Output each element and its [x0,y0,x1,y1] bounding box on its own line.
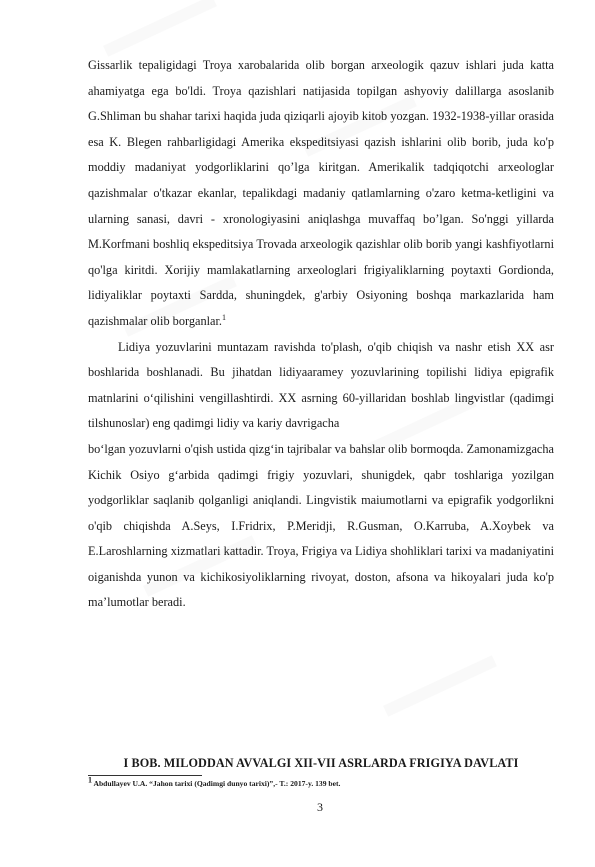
page-number: 3 [317,800,323,814]
footnote-reference: 1 [221,312,226,322]
paragraph-phrygian-inscriptions: bo‘lgan yozuvlarni o'qish ustida qizg‘in tajribalar va bahslar olib bormoqda. Zamonamizgacha Kichik Osiyo g‘arbida qadimgi frigiy yozuvlari, shunigdek, qabr toshlariga yozilgan yodgorliklar saqlanib qolganligi aniqlandi. Lingvistik maiumotlarni va epigrafik yodgorlikni o'qib chiqishda A.Seys, I.Fridrix, P.Meridji, R.Gusman, O.Karruba, A.Xoybek va E.Laroshlarning xizmatlari kattadir. Troya, Frigiya va Lidiya shohliklari tarixi va madaniyatini oiganishda yunon va kichikosiyoliklarning rivoyat, doston, afsona va hikoyalari juda ko'p ma’lumotlar beradi. [88,441,554,610]
footnote-text: Abdullayev U.A. “Jahon tarixi (Qadimgi dunyo tarixi)”,- T.: 2017-y. 139 bet. [92,779,341,788]
paragraph-1-text: Gissarlik tepaligidagi Troya xarobalarida olib borgan arxeologik qazuv ishlari juda katta ahamiyatga ega bo'ldi. Troya qazishlari natijasida topilgan ashyoviy dalillarga asoslanib G.Shliman bu shahar tarixi haqida juda qiziqarli ajoyib kitob yozgan. 1932-1938-yillar orasida esa K. Blegen rahbarligidagi Amerika ekspeditsiyasi qazish ishlarini olib borib, juda ko'p moddiy madaniyat yodgorliklarini qo’lga kiritgan. Amerikalik tadqiqotchi arxeologlar qazishmalar o'tkazar ekanlar, tepalikdagi madaniy qatlamlarning o'zaro ketma-ketligini va ularning sanasi, davri - xronologiyasini aniqlashga muvaffaq bo’lgan. So'nggi yillarda M.Korfmani boshliq ekspeditsiya Trovada arxeologik qazishlar olib borib yangi kashfiyotlarni qo'lga kiritdi. Xorijiy mamlakatlarning arxeologlari frigiyaliklarning poytaxti Gordionda, lidiyaliklar poytaxti Sardda, shuningdek, g'arbiy Osiyoning boshqa markazlarida ham qazishmalar olib borganlar. [88,58,554,328]
footnote-marker: 1 [88,775,92,785]
footnote-separator [88,775,202,776]
footnote [88,775,554,789]
paragraph-troy-excavations [88,53,554,335]
chapter-heading: I BOB. MILODDAN AVVALGI XII-VII ASRLARDA FRIGIYA DAVLATI [123,756,519,770]
body-text [88,53,554,616]
paragraph-lydian-inscriptions: Lidiya yozuvlarini muntazam ravishda to'plash, o'qib chiqish va nashr etish XX asr boshlarida boshlanadi. Bu jihatdan lidiyaaramey yozuvlarining topilishi lidiya epigrafik matnlarini o‘qilishini vengillashtirdi. XX asrning 60-yillaridan boshlab lingvistlar (qadimgi tilshunoslar) eng qadimgi lidiy va kariy davrigacha [88,339,554,431]
